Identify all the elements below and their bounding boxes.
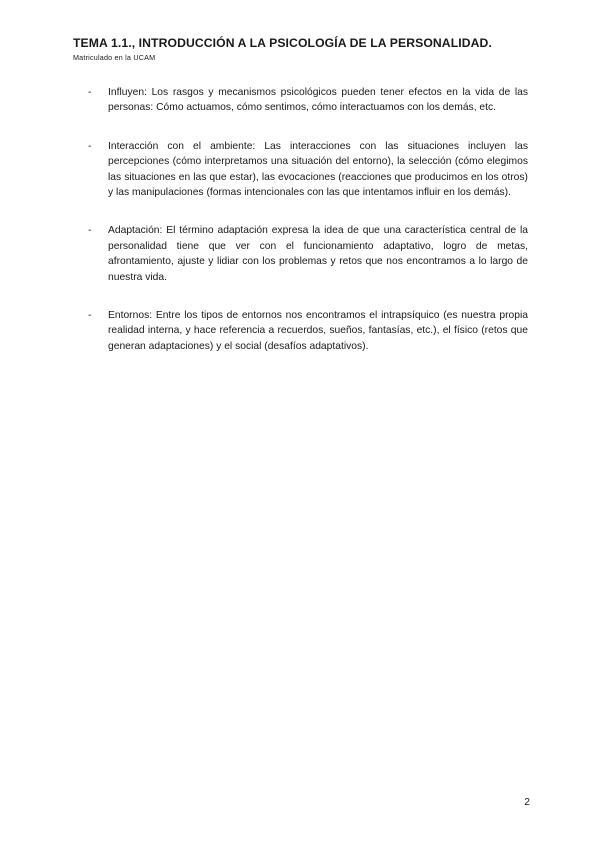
bullet-text: Influyen: Los rasgos y mecanismos psicológicos pueden tener efectos en la vida de las personas: Cómo actuamos, cómo sentimos, cómo interactuamos con los demás, etc.	[108, 87, 528, 114]
bullet-text: Entornos: Entre los tipos de entornos nos encontramos el intrapsíquico (es nuestra propia realidad interna, y hace referencia a recuerdos, sueños, fantasías, etc.), el físico (retos que generan adaptaciones) y el social (desafíos adaptativos).	[108, 310, 528, 352]
bullet-marker: -	[88, 140, 92, 152]
bullet-marker: -	[88, 225, 92, 237]
bullet-marker: -	[88, 310, 92, 322]
bullet-item-influyen	[88, 85, 528, 116]
bullet-item-adaptacion	[88, 223, 528, 285]
page-number: 2	[524, 797, 530, 808]
bullet-item-entornos	[88, 308, 528, 354]
document-subtitle: Matriculado en la UCAM	[73, 53, 156, 62]
bullet-marker: -	[88, 87, 92, 98]
bullet-list	[88, 85, 528, 377]
page-header	[73, 36, 543, 62]
bullet-item-interaccion	[88, 139, 528, 201]
document-title: TEMA 1.1., INTRODUCCIÓN A LA PSICOLOGÍA DE LA PERSONALIDAD.	[73, 36, 492, 50]
bullet-text: Adaptación: El término adaptación expresa la idea de que una característica central de la personalidad tiene que ver con el funcionamiento adaptativo, logro de metas, afrontamiento, ajuste y lidiar con los problemas y retos que nos encontramos a lo largo de nuestra vida.	[108, 225, 528, 283]
bullet-text: Interacción con el ambiente: Las interacciones con las situaciones incluyen las percepciones (cómo interpretamos una situación del entorno), la selección (cómo elegimos las situaciones en las que estar), las evocaciones (reacciones que producimos en los otros) y las manipulaciones (formas intencionales con las que intentamos influir en los demás).	[108, 140, 528, 199]
